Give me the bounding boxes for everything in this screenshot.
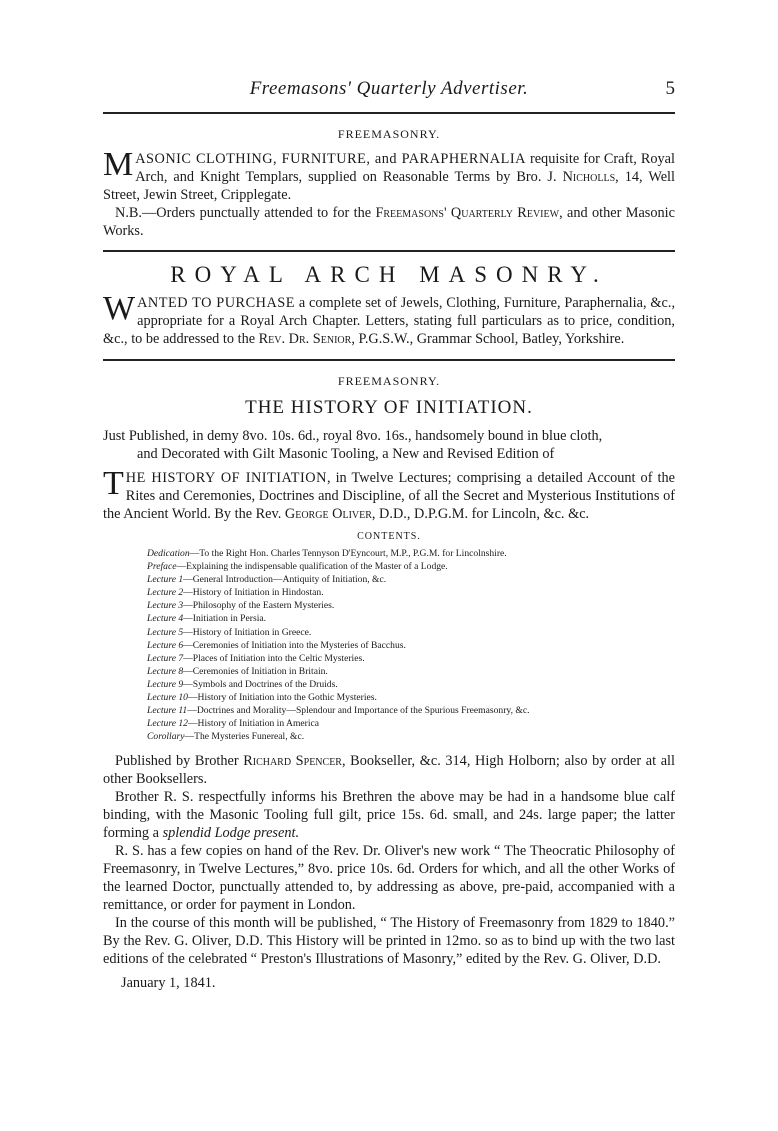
contents-label: Preface [147,561,177,573]
contents-item [147,626,675,639]
ad-text: for Craft, Royal Arch, and Knight Templars, supplied on Reasonable Terms by Bro. J. [135,151,676,185]
contents-item [147,652,675,665]
contents-text: —Doctrines and Morality—Splendour and Importance of the Spurious Freemasonry, &c. [187,705,530,717]
publisher-notes [103,752,675,992]
contents-text: —Symbols and Doctrines of the Druids. [183,678,338,690]
contents-label: Lecture 12 [147,718,188,730]
forthcoming-note: In the course of this month will be published, “ The History of Freemasonry from 1829 to 1840.” By the Rev. G. Oliver, D.D. This History will be printed in 12mo. so as to bind up with the two last editions of the celebrated “ Preston's Illustrations of Masonry,” edited by the Rev. G. Oliver, D.D. [103,915,675,968]
drop-cap: W [103,290,136,327]
contents-item [147,678,675,691]
contents-item [147,560,675,573]
contents-text: —Ceremonies of Initiation in Britain. [183,665,328,677]
contents-item [147,573,675,586]
section-rule [103,359,675,361]
ad-text: , P.G.S.W., Grammar School, Batley, Yorkshire. [351,331,625,347]
pub-text: Published by Brother [115,753,244,770]
desc-text: , D.P.G.M. for Lincoln, &c. &c. [406,506,590,522]
section-rule [103,250,675,252]
drop-cap: T [103,465,124,502]
ad-lead: ANTED TO PURCHASE [137,295,295,311]
contents-label: Lecture 9 [147,678,184,690]
contents-item [147,717,675,730]
advertiser-page [103,78,675,992]
contents-item [147,599,675,612]
contents-item [147,639,675,652]
pub-text: , Bookseller, &c. 314, High Holborn; also by order at all other Booksellers. [103,753,675,788]
header-rule [103,112,675,114]
contents-label: Lecture 6 [147,639,184,651]
contents-item [147,612,675,625]
contents-item [147,547,675,560]
contents-text: —General Introduction—Antiquity of Initiation, &c. [183,574,387,586]
author-name: George Oliver, D.D. [284,506,407,522]
drop-cap: M [103,146,134,183]
contents-label: Lecture 3 [147,600,184,612]
intro-line: and Decorated with Gilt Masonic Tooling, a New and Revised Edition of [137,446,555,462]
contents-item [147,665,675,678]
contents-text: —Places of Initiation into the Celtic Mysteries. [183,652,365,664]
book-description [103,465,675,523]
contents-item [147,730,675,743]
book-title: HE HISTORY OF INITIATION [125,470,327,486]
contents-text: —Explaining the indispensable qualification of the Master of a Lodge. [176,561,448,573]
contents-label: Lecture 10 [147,692,188,704]
binding-note [103,788,675,842]
ad-text: a complete set of Jewels, Clothing, Furniture, Paraphernalia, &c., appropriate for a Royal Arch Chapter. Letters, stating full particulars as to price, condition, &c., to be addressed to the [103,295,676,347]
ad-masonic-clothing [103,127,675,240]
ad-body [103,146,676,240]
contents-text: —To the Right Hon. Charles Tennyson D'Eyncourt, M.P., P.G.M. for Lincolnshire. [189,548,507,559]
publisher-line [103,752,675,788]
nb-text: N.B.—Orders punctually attended to for the [115,205,376,221]
ad-royal-arch [103,262,675,348]
contents-label: Dedication [147,548,190,559]
contents-text: —History of Initiation in America [187,718,320,730]
contents-label: Lecture 11 [147,705,188,717]
ad-heading: THE HISTORY OF INITIATION. [245,397,533,418]
ad-text: requisite [529,151,580,167]
contents-text: —Philosophy of the Eastern Mysteries. [183,600,335,612]
contents-label: Lecture 8 [147,665,184,677]
contents-list [147,547,675,743]
contents-item [147,586,675,599]
ad-heading: ROYAL ARCH MASONRY. [170,262,608,287]
nb-text: , and other Masonic Works. [103,205,675,239]
contents-text: —History of Initiation in Greece. [183,626,312,638]
running-title: Freemasons' Quarterly Advertiser. [249,78,529,99]
contents-label: Lecture 5 [147,626,184,638]
contents-label: Lecture 2 [147,587,184,599]
binding-text: Brother R. S. respectfully informs his Brethren the above may be had in a handsome blue calf binding, with the Masonic Tooling full gilt, price 15s. 6d. small, and 24s. large paper; the latter forming a [103,789,675,842]
contents-label: Lecture 1 [147,574,184,586]
ad-history-initiation [103,374,675,992]
contents-item [147,704,675,717]
page-number: 5 [665,78,675,99]
contents-label: Lecture 4 [147,613,184,625]
ad-body [103,290,676,348]
contents-text: —History of Initiation in Hindostan. [183,587,324,599]
publisher-name: Richard Spencer [243,753,342,770]
contents-text: —Ceremonies of Initiation into the Mysteries of Bacchus. [183,639,406,651]
section-heading: FREEMASONRY. [337,127,441,141]
contents-text: —History of Initiation into the Gothic Mysteries. [187,692,377,704]
intro-line: Just Published, in demy 8vo. 10s. 6d., royal 8vo. 16s., handsomely bound in blue cloth, [103,428,603,444]
review-title: Freemasons' Quarterly Review [375,205,560,221]
ad-headline: ASONIC CLOTHING, FURNITURE, and PARAPHERNALIA [135,151,526,167]
nb-note [103,204,675,240]
contact-name: Rev. Dr. Senior [258,331,352,347]
contents-label: Lecture 7 [147,652,184,664]
contents-text: —Initiation in Persia. [183,613,267,625]
issue-date: January 1, 1841. [121,975,216,992]
ad-text: , 14, Well Street, Jewin Street, Cripplegate. [103,169,675,203]
intro [103,427,675,463]
desc-text: , in Twelve Lectures; comprising a detailed Account of the Rites and Ceremonies, Doctrines and Discipline, of all the Secret and Mysterious Institutions of the Ancient World. By the Rev. [103,470,675,522]
section-heading: FREEMASONRY. [337,374,441,388]
proprietor-name: Nicholls [562,169,616,185]
page-header [103,78,675,104]
contents-heading: CONTENTS. [357,531,421,542]
contents-label: Corollary [147,731,185,743]
contents-item [147,691,675,704]
contents-text: —The Mysteries Funereal, &c. [184,731,305,743]
binding-emphasis: splendid Lodge present. [162,825,300,842]
copies-note: R. S. has a few copies on hand of the Rev. Dr. Oliver's new work “ The Theocratic Philosophy of Freemasonry, in Twelve Lectures,” 8vo. price 10s. 6d. Orders for which, and all the other Works of the learned Doctor, punctually attended to, by addressing as above, pre-paid, accompanied with a remittance, or order for payment in London. [103,843,675,914]
